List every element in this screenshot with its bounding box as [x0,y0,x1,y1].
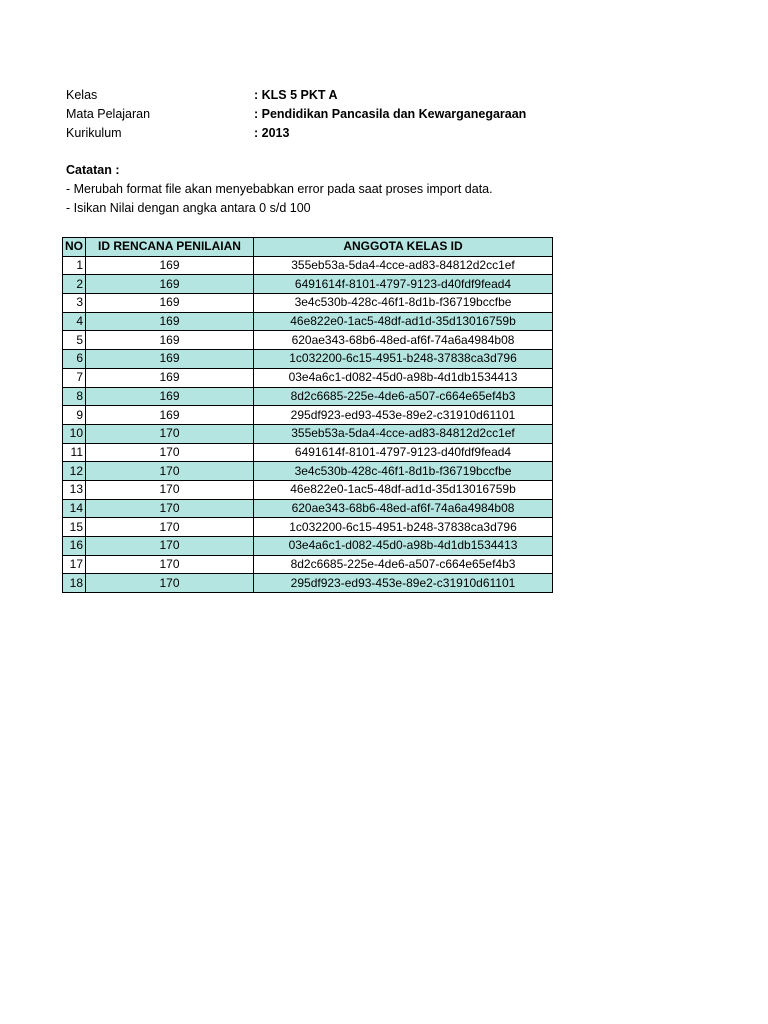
anggota-kelas-id-cell[interactable]: 3e4c530b-428c-46f1-8d1b-f36719bccfbe [254,294,553,313]
table-row[interactable] [63,294,553,313]
column-header-id-rencana: ID RENCANA PENILAIAN [86,238,254,257]
anggota-kelas-id-cell[interactable]: 295df923-ed93-453e-89e2-c31910d61101 [254,574,553,593]
id-rencana-cell[interactable]: 169 [86,312,254,331]
row-number-cell[interactable]: 9 [63,406,86,425]
row-number-cell[interactable]: 15 [63,518,86,537]
table-row[interactable] [63,499,553,518]
id-rencana-cell[interactable]: 169 [86,294,254,313]
mapel-label: Mata Pelajaran [66,107,151,121]
mapel-value: : Pendidikan Pancasila dan Kewarganegaraan [254,107,527,121]
anggota-kelas-id-cell[interactable]: 6491614f-8101-4797-9123-d40fdf9fead4 [254,443,553,462]
table-row[interactable] [63,443,553,462]
column-header-no: NO [63,238,86,257]
id-rencana-cell[interactable]: 169 [86,331,254,350]
table-body [63,256,553,592]
header-info [66,86,526,143]
id-rencana-cell[interactable]: 170 [86,424,254,443]
kelas-row [66,86,526,105]
table-row[interactable] [63,518,553,537]
note-line-nilai: - Isikan Nilai dengan angka antara 0 s/d 100 [66,201,311,215]
table-row[interactable] [63,331,553,350]
notes-section [66,161,493,218]
kurikulum-label: Kurikulum [66,126,122,140]
id-rencana-cell[interactable]: 169 [86,406,254,425]
table-row[interactable] [63,350,553,369]
row-number-cell[interactable]: 12 [63,462,86,481]
table-row[interactable] [63,256,553,275]
row-number-cell[interactable]: 16 [63,537,86,556]
table-row[interactable] [63,480,553,499]
kelas-label: Kelas [66,88,98,102]
id-rencana-cell[interactable]: 170 [86,462,254,481]
row-number-cell[interactable]: 1 [63,256,86,275]
id-rencana-cell[interactable]: 169 [86,368,254,387]
table-row[interactable] [63,368,553,387]
id-rencana-cell[interactable]: 169 [86,256,254,275]
id-rencana-cell[interactable]: 170 [86,555,254,574]
anggota-kelas-id-cell[interactable]: 6491614f-8101-4797-9123-d40fdf9fead4 [254,275,553,294]
id-rencana-cell[interactable]: 170 [86,537,254,556]
kelas-value: : KLS 5 PKT A [254,88,338,102]
table-row[interactable] [63,312,553,331]
table-row[interactable] [63,574,553,593]
table-row[interactable] [63,424,553,443]
anggota-kelas-id-cell[interactable]: 620ae343-68b6-48ed-af6f-74a6a4984b08 [254,499,553,518]
row-number-cell[interactable]: 13 [63,480,86,499]
table-row[interactable] [63,462,553,481]
anggota-kelas-id-cell[interactable]: 1c032200-6c15-4951-b248-37838ca3d796 [254,350,553,369]
anggota-kelas-id-cell[interactable]: 620ae343-68b6-48ed-af6f-74a6a4984b08 [254,331,553,350]
anggota-kelas-id-cell[interactable]: 03e4a6c1-d082-45d0-a98b-4d1db1534413 [254,368,553,387]
row-number-cell[interactable]: 4 [63,312,86,331]
row-number-cell[interactable]: 2 [63,275,86,294]
anggota-kelas-id-cell[interactable]: 8d2c6685-225e-4de6-a507-c664e65ef4b3 [254,555,553,574]
id-rencana-cell[interactable]: 170 [86,574,254,593]
table-row[interactable] [63,406,553,425]
id-rencana-cell[interactable]: 169 [86,275,254,294]
anggota-kelas-id-cell[interactable]: 8d2c6685-225e-4de6-a507-c664e65ef4b3 [254,387,553,406]
anggota-kelas-id-cell[interactable]: 46e822e0-1ac5-48df-ad1d-35d13016759b [254,312,553,331]
id-rencana-cell[interactable]: 170 [86,443,254,462]
anggota-kelas-id-cell[interactable]: 295df923-ed93-453e-89e2-c31910d61101 [254,406,553,425]
id-rencana-cell[interactable]: 170 [86,499,254,518]
row-number-cell[interactable]: 11 [63,443,86,462]
anggota-kelas-id-cell[interactable]: 1c032200-6c15-4951-b248-37838ca3d796 [254,518,553,537]
row-number-cell[interactable]: 7 [63,368,86,387]
id-rencana-cell[interactable]: 170 [86,480,254,499]
table-header-row [63,238,553,257]
row-number-cell[interactable]: 17 [63,555,86,574]
note-line-format: - Merubah format file akan menyebabkan error pada saat proses import data. [66,182,493,196]
row-number-cell[interactable]: 6 [63,350,86,369]
column-header-anggota: ANGGOTA KELAS ID [254,238,553,257]
row-number-cell[interactable]: 14 [63,499,86,518]
table-row[interactable] [63,387,553,406]
notes-title: Catatan : [66,163,120,177]
id-rencana-cell[interactable]: 169 [86,387,254,406]
anggota-kelas-id-cell[interactable]: 46e822e0-1ac5-48df-ad1d-35d13016759b [254,480,553,499]
mapel-row [66,105,526,124]
id-rencana-cell[interactable]: 169 [86,350,254,369]
anggota-kelas-id-cell[interactable]: 355eb53a-5da4-4cce-ad83-84812d2cc1ef [254,424,553,443]
row-number-cell[interactable]: 3 [63,294,86,313]
row-number-cell[interactable]: 5 [63,331,86,350]
anggota-kelas-id-cell[interactable]: 3e4c530b-428c-46f1-8d1b-f36719bccfbe [254,462,553,481]
kurikulum-row [66,124,526,143]
row-number-cell[interactable]: 10 [63,424,86,443]
row-number-cell[interactable]: 8 [63,387,86,406]
anggota-kelas-id-cell[interactable]: 03e4a6c1-d082-45d0-a98b-4d1db1534413 [254,537,553,556]
table-row[interactable] [63,275,553,294]
row-number-cell[interactable]: 18 [63,574,86,593]
anggota-kelas-id-cell[interactable]: 355eb53a-5da4-4cce-ad83-84812d2cc1ef [254,256,553,275]
table-row[interactable] [63,555,553,574]
table-row[interactable] [63,537,553,556]
id-rencana-cell[interactable]: 170 [86,518,254,537]
kurikulum-value: : 2013 [254,126,290,140]
data-table [62,237,553,593]
